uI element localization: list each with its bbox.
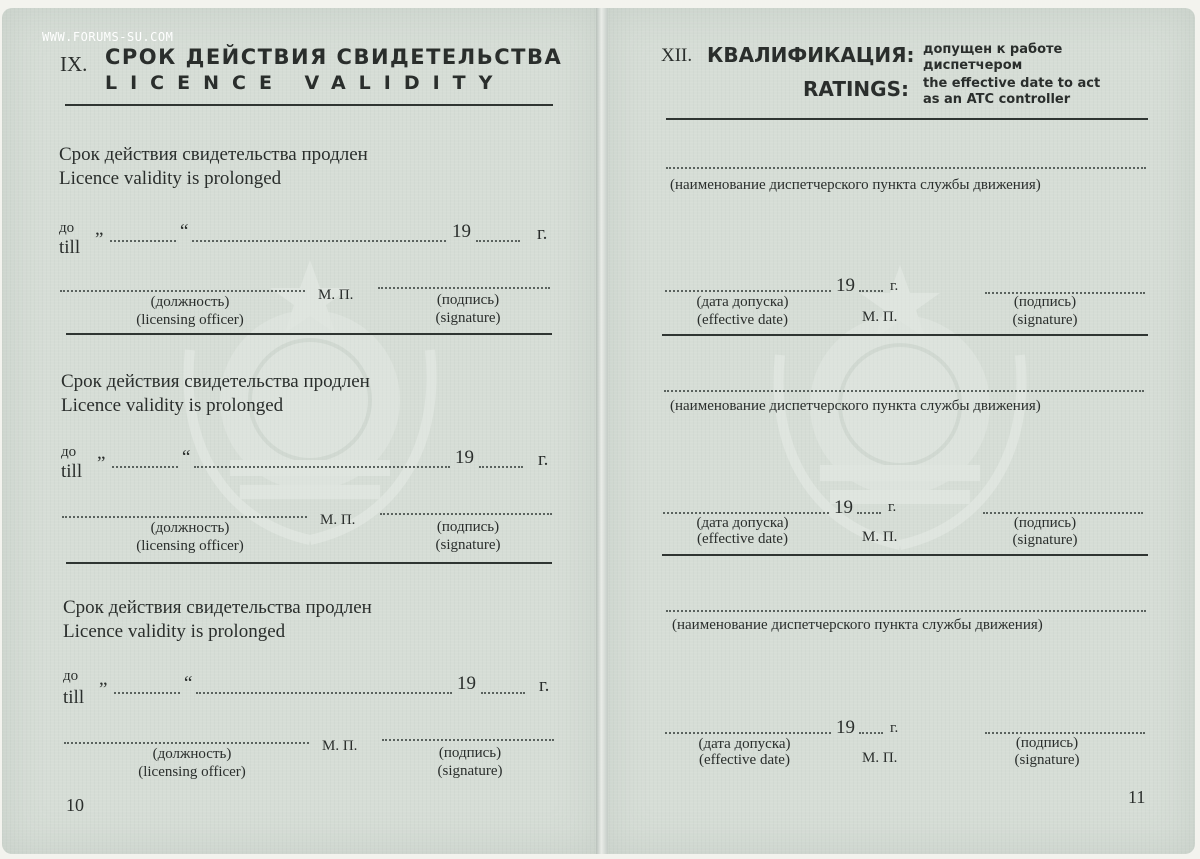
effective-year-field[interactable]: [859, 290, 883, 292]
till-label-en: till: [63, 687, 85, 708]
till-day-field[interactable]: [112, 466, 178, 468]
date-caption-ru: (дата допуска): [696, 515, 789, 531]
signature-caption-ru: (подпись): [1015, 735, 1079, 751]
section-number-xii: XII.: [661, 45, 693, 66]
till-day-field[interactable]: [110, 240, 176, 242]
date-caption-en: (effective date): [697, 531, 788, 547]
till-month-field[interactable]: [196, 692, 452, 694]
site-watermark: WWW.FORUMS-SU.COM: [42, 30, 174, 44]
ratings-label-ru: КВАЛИФИКАЦИЯ:: [707, 43, 915, 67]
prolong-text-ru: Срок действия свидетельства продлен: [61, 371, 370, 392]
effective-date-field[interactable]: [665, 732, 831, 734]
effective-year-field[interactable]: [859, 732, 883, 734]
licence-validity-title-en: LICENCE VALIDITY: [105, 72, 506, 94]
year-prefix: 19: [452, 221, 471, 242]
officer-field[interactable]: [60, 290, 305, 292]
book-spine: [596, 8, 608, 854]
stamp-mark: М. П.: [320, 512, 356, 528]
block-rule: [66, 562, 552, 564]
officer-caption-en: (licensing officer): [138, 764, 246, 780]
officer-caption-en: (licensing officer): [136, 312, 244, 328]
signature-caption-ru: (подпись): [436, 519, 500, 535]
ratings-note-ru-2: диспетчером: [923, 58, 1023, 73]
station-field[interactable]: [666, 610, 1146, 612]
section-number-ix: IX.: [60, 52, 88, 76]
year-suffix: г.: [539, 675, 550, 696]
ratings-note-ru-1: допущен к работе: [923, 42, 1063, 57]
officer-caption-en: (licensing officer): [136, 538, 244, 554]
till-label-ru: до: [59, 220, 75, 236]
signature-caption-en: (signature): [1014, 752, 1080, 768]
till-label-ru: до: [61, 444, 77, 460]
signature-caption-ru: (подпись): [1013, 294, 1077, 310]
year-suffix: г.: [888, 499, 897, 515]
signature-caption-en: (signature): [1012, 312, 1078, 328]
prolong-text-en: Licence validity is prolonged: [59, 168, 282, 189]
stamp-mark: М. П.: [862, 750, 898, 766]
ratings-note-en-1: the effective date to act: [923, 76, 1101, 91]
till-year-field[interactable]: [481, 692, 525, 694]
signature-caption-en: (signature): [435, 537, 501, 553]
year-suffix: г.: [538, 449, 549, 470]
till-label-ru: до: [63, 668, 79, 684]
year-prefix: 19: [457, 673, 476, 694]
entry-rule: [662, 554, 1148, 556]
signature-field[interactable]: [378, 287, 550, 289]
date-caption-en: (effective date): [697, 312, 788, 328]
year-prefix: 19: [834, 497, 853, 518]
station-field[interactable]: [664, 390, 1144, 392]
prolong-text-ru: Срок действия свидетельства продлен: [59, 144, 368, 165]
date-caption-ru: (дата допуска): [696, 294, 789, 310]
ratings-label-en: RATINGS:: [803, 77, 909, 101]
stamp-mark: М. П.: [862, 529, 898, 545]
quote-open: ”: [97, 453, 106, 474]
effective-year-field[interactable]: [857, 512, 881, 514]
signature-caption-en: (signature): [437, 763, 503, 779]
signature-caption-en: (signature): [1012, 532, 1078, 548]
licence-validity-title-ru: СРОК ДЕЙСТВИЯ СВИДЕТЕЛЬСТВА: [105, 45, 563, 69]
date-caption-ru: (дата допуска): [698, 736, 791, 752]
effective-date-field[interactable]: [665, 290, 831, 292]
prolong-text-en: Licence validity is prolonged: [63, 621, 286, 642]
officer-caption-ru: (должность): [152, 746, 232, 762]
year-prefix: 19: [455, 447, 474, 468]
till-label-en: till: [61, 461, 83, 482]
quote-open: ”: [99, 679, 108, 700]
quote-mid: “: [182, 447, 191, 468]
stamp-mark: М. П.: [318, 287, 354, 303]
stamp-mark: М. П.: [862, 309, 898, 325]
officer-field[interactable]: [62, 516, 307, 518]
officer-caption-ru: (должность): [150, 520, 230, 536]
year-suffix: г.: [890, 720, 899, 736]
till-month-field[interactable]: [192, 240, 446, 242]
officer-caption-ru: (должность): [150, 294, 230, 310]
till-day-field[interactable]: [114, 692, 180, 694]
entry-rule: [662, 334, 1148, 336]
quote-mid: “: [180, 221, 189, 242]
till-year-field[interactable]: [476, 240, 520, 242]
ratings-note-en-2: as an ATC controller: [923, 92, 1071, 107]
signature-caption-en: (signature): [435, 310, 501, 326]
page-number-left: 10: [66, 795, 84, 815]
officer-field[interactable]: [64, 742, 309, 744]
signature-caption-ru: (подпись): [438, 745, 502, 761]
header-rule: [65, 104, 553, 106]
stamp-mark: М. П.: [322, 738, 358, 754]
page-number-right: 11: [1128, 787, 1146, 807]
station-caption: (наименование диспетчерского пункта службы движения): [670, 398, 1041, 414]
quote-open: ”: [95, 229, 104, 250]
station-caption: (наименование диспетчерского пункта службы движения): [670, 177, 1041, 193]
block-rule: [66, 333, 552, 335]
prolong-text-ru: Срок действия свидетельства продлен: [63, 597, 372, 618]
date-caption-en: (effective date): [699, 752, 790, 768]
signature-caption-ru: (подпись): [1013, 515, 1077, 531]
year-suffix: г.: [537, 223, 548, 244]
till-month-field[interactable]: [194, 466, 450, 468]
signature-field[interactable]: [380, 513, 552, 515]
signature-field[interactable]: [382, 739, 554, 741]
header-rule: [666, 118, 1148, 120]
prolong-text-en: Licence validity is prolonged: [61, 395, 284, 416]
station-field[interactable]: [666, 167, 1146, 169]
year-suffix: г.: [890, 278, 899, 294]
station-caption: (наименование диспетчерского пункта службы движения): [672, 617, 1043, 633]
year-prefix: 19: [836, 717, 855, 738]
till-year-field[interactable]: [479, 466, 523, 468]
till-label-en: till: [59, 237, 81, 258]
signature-caption-ru: (подпись): [436, 292, 500, 308]
year-prefix: 19: [836, 275, 855, 296]
quote-mid: “: [184, 673, 193, 694]
